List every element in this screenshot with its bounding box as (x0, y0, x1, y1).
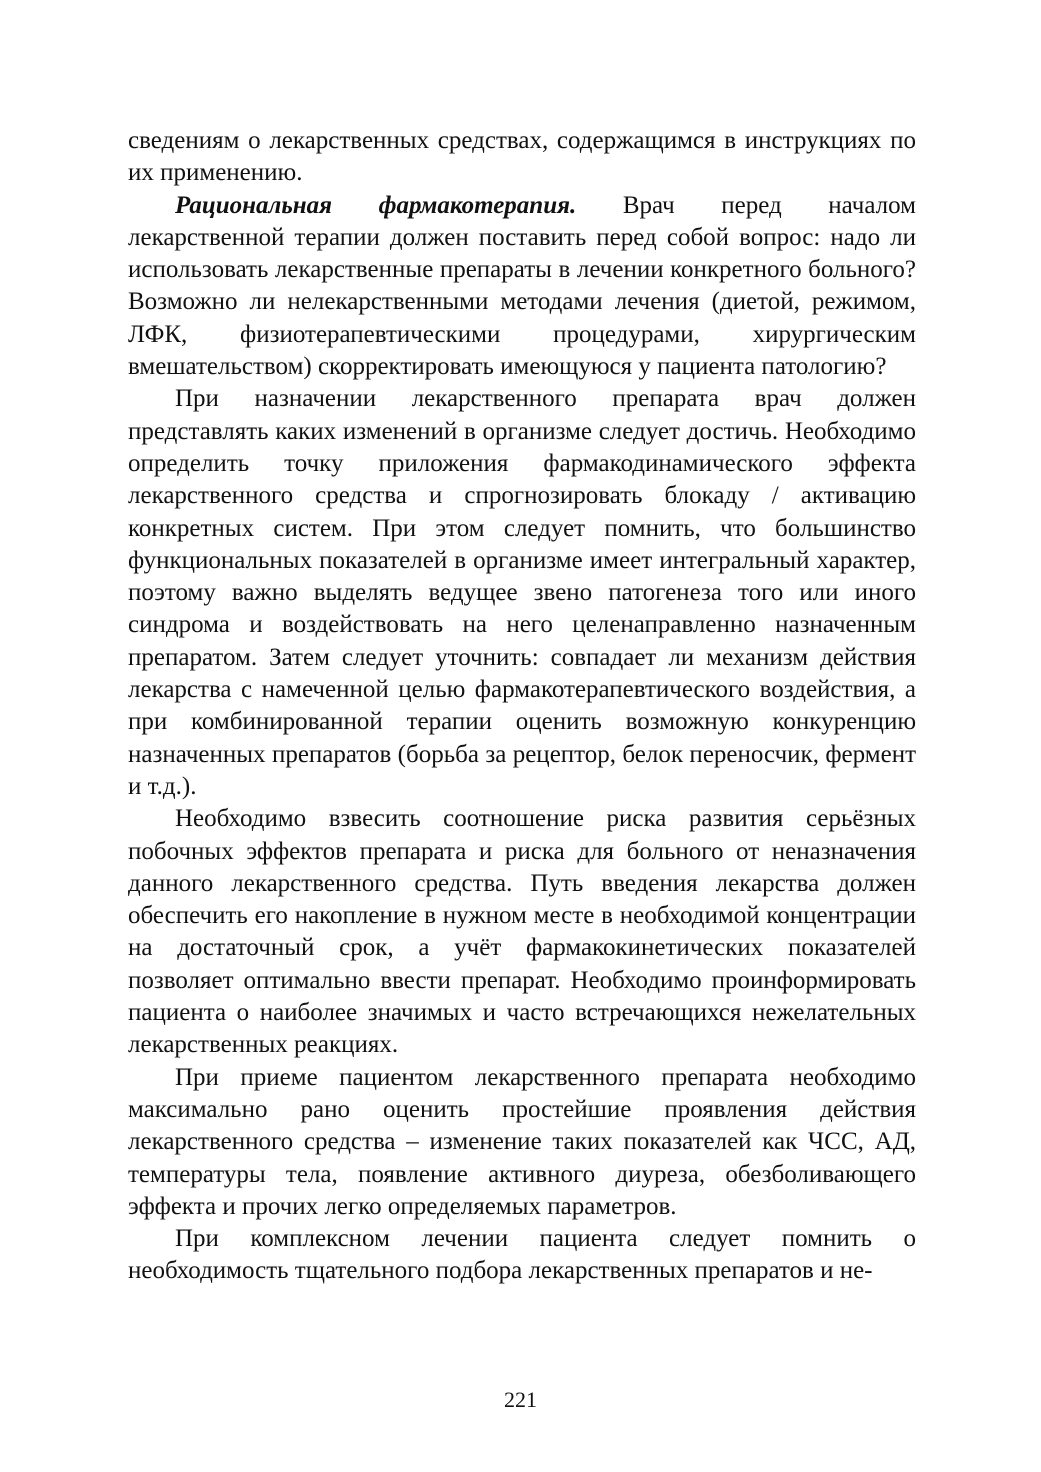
paragraph-text: При комплексном лечении пациента следует помнить о необходимость тщательного подбора лекарственных препаратов и не- (128, 1225, 916, 1285)
paragraph-text: сведениям о лекарственных средствах, содержащимся в инструкциях по их применению. (128, 127, 916, 187)
run-in-heading: Рациональная фармакотерапия. (175, 191, 577, 219)
paragraph (128, 1062, 916, 1223)
paragraph-text: При приеме пациентом лекарственного препарата необходимо максимально рано оценить простейшие проявления действия лекарственного средства – изменение таких показателей как ЧСС, АД, температуры тела, появление активного диуреза, обезболивающего эффекта и прочих легко определяемых параметров. (128, 1063, 916, 1220)
paragraph-text: Необходимо взвесить соотношение риска развития серьёзных побочных эффектов препарата и риска для больного от неназначения данного лекарственного средства. Путь введения лекарства должен обеспечить его накопление в нужном месте в необходимой концентрации на достаточный срок, а учёт фармакокинетических показателей позволяет оптимально ввести препарат. Необходимо проинформировать пациента о наиболее значимых и часто встречающихся нежелательных лекарственных реакциях. (128, 805, 916, 1059)
paragraph-rational-pharmacotherapy (128, 190, 916, 384)
paragraph (128, 803, 916, 1061)
paragraph (128, 1223, 916, 1288)
body-text (128, 125, 916, 1288)
paragraph-text: Врач перед началом лекарственной терапии должен поставить перед собой вопрос: надо ли использовать лекарственные препараты в лечении конкретного больного? Возможно ли нелекарственными методами лечения (диетой, режимом, ЛФК, физиотерапевтическими процедурами, хирургическим вмешательством) скорректировать имеющуюся у пациента патологию? (128, 191, 916, 381)
paragraph-text: При назначении лекарственного препарата врач должен представлять каких изменений в организме следует достичь. Необходимо определить точку приложения фармакодинамического эффекта лекарственного средства и спрогнозировать блокаду / активацию конкретных систем. При этом следует помнить, что большинство функциональных показателей в организме имеет интегральный характер, поэтому важно выделять ведущее звено патогенеза того или иного синдрома и воздействовать на него целенаправленно назначенным препаратом. Затем следует уточнить: совпадает ли механизм действия лекарства с намеченной целью фармакотерапевтического воздействия, а при комбинированной терапии оценить возможную конкуренцию назначенных препаратов (борьба за рецептор, белок переносчик, фермент и т.д.). (128, 385, 916, 800)
paragraph-continued (128, 125, 916, 190)
page-number: 221 (504, 1387, 537, 1412)
paragraph (128, 383, 916, 803)
